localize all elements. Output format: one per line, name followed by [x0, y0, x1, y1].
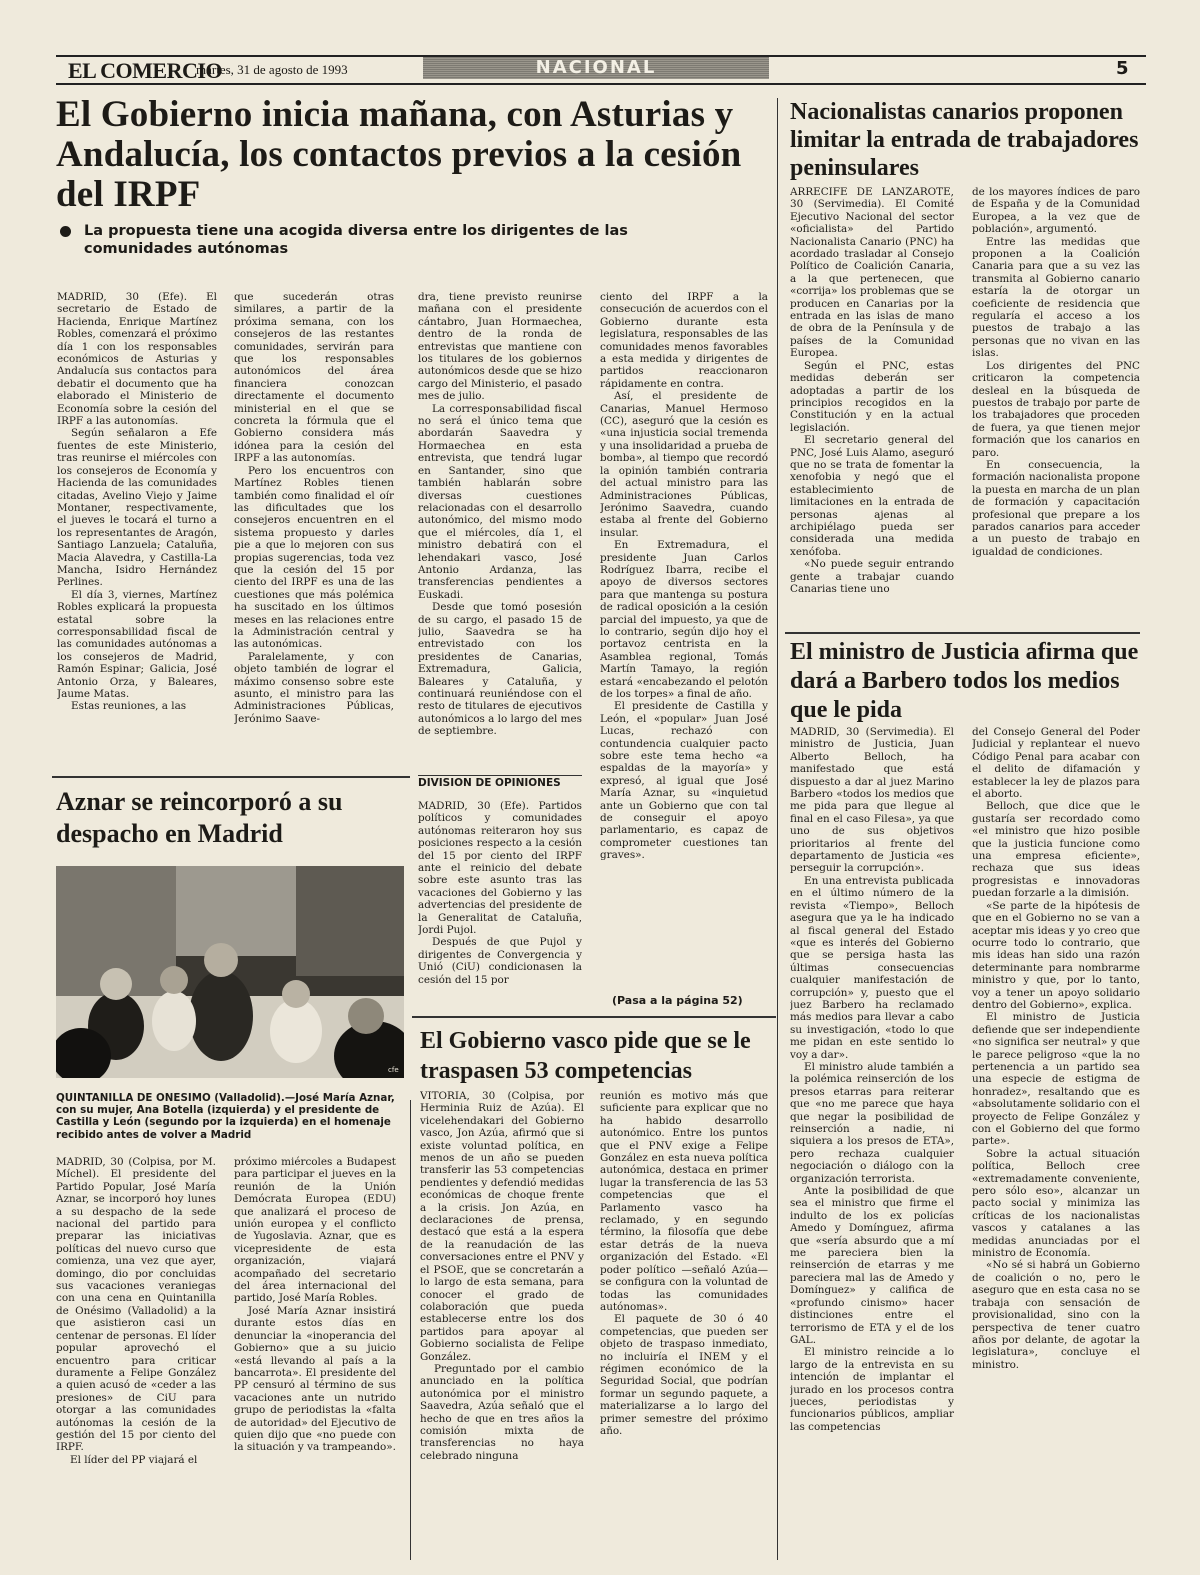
paragraph: del Consejo General del Poder Judicial y replantear el nuevo Código Penal para acabar con el delito de difamación y establecer la ley de plazos para el aborto. — [972, 726, 1140, 801]
paragraph: El líder del PP viajará el — [70, 1453, 198, 1466]
paragraph: próximo miércoles a Budapest para participar el jueves en la reunión de la Unión Demócrata Europea (EDU) que analizará el proceso de unión europea y el conflicto de Yugoslavia. Aznar, que es vicepresidente de esta organización, viajará acompañado del secretario del área internacional del partido, José María Robles. — [234, 1156, 396, 1305]
paragraph: Entre las medidas que proponen a la Coalición Canaria para que a su vez las transmita al Gobierno canario estaría la de otorgar un coeficiente de residencia que regularía el acceso a los puestos de trabajo a las personas que no vivan en las islas. — [972, 235, 1140, 360]
paragraph: Ante la posibilidad de que sea el ministro que firme el indulto de los ex policías Amedo y Domínguez, afirma que «sería absurdo que a mí me pareciera bien la reinserción de etarras y me pareciera mal las de Amedo y Domínguez» y califica de «profundo cinismo» hacer distinciones entre el terrorismo de ETA y el de los GAL. — [790, 1185, 954, 1346]
section-label: NACIONAL — [535, 57, 657, 78]
lead-column-1 — [57, 291, 217, 771]
paragraph: MADRID, 30 (Efe). Partidos políticos y comunidades autónomas reiteraron hoy sus posiciones respecto a la cesión del 15 por ciento del IRPF ante el reinicio del debate sobre este asunto tras las vacaciones del Gobierno y las advertencias del presidente de la Generalitat de Cataluña, Jordi Pujol. — [418, 800, 582, 937]
paragraph: En una entrevista publicada en el último número de la revista «Tiempo», Belloch asegura que ya le ha indicado al fiscal general del Estado «que es interés del Gobierno que se persiga hasta las últimas consecuencias cualquier manifestación de corrupción» y, puesto que el juez Barbero ha reclamado más medios para llevar a cabo su investigación, «todo lo que me pidan en este sentido lo voy a dar». — [790, 874, 954, 1061]
story-rule — [52, 776, 410, 778]
paragraph: MADRID, 30 (Colpisa, por M. Míchel). El presidente del Partido Popular, José María Aznar, se incorporó hoy lunes a su despacho de la sede nacional del partido para preparar las iniciativas políticas del nuevo curso que comienza, una vez que ayer, domingo, dio por concluidas sus vacaciones veraniegas con una cena en Quintanilla de Onésimo (Valladolid) a la que asistieron casi un centenar de personas. El líder popular aprovechó el encuentro para criticar duramente a Felipe González a quien acusó de «ceder a las presiones» de CiU para otorgar a las comunidades autónomas la cesión de la gestión del 15 por ciento del IRPF. — [56, 1156, 216, 1454]
canarios-column-2 — [972, 186, 1140, 626]
bullet-icon — [60, 226, 71, 237]
lead-headline: El Gobierno inicia mañana, con Asturias y Andalucía, los contactos previos a la cesión del IRPF — [56, 94, 742, 215]
justicia-headline: El ministro de Justicia afirma que dará a Barbero todos los medios que le pida — [790, 639, 1139, 723]
paragraph: Según el PNC, estas medidas deberán ser adoptadas a partir de los principios recogidos en la Constitución y en la actual legislación. — [790, 359, 954, 434]
column-divider — [777, 98, 778, 1560]
paragraph: dra, tiene previsto reunirse mañana con el presidente cántabro, Juan Hormaechea, dentro de la ronda de entrevistas que mantiene con los titulares de los gobiernos autonómicos desde que se hizo cargo del Ministerio, el pasado mes de julio. — [418, 291, 582, 403]
paragraph: El ministro de Justicia defiende que ser independiente «no significa ser neutral» y que le parece peligroso «que la no pertenencia a un partido sea una especie de estigma de honradez», resaltando que es «absolutamente solidario con el proyecto de Felipe González y con el Gobierno del que formo parte». — [972, 1011, 1140, 1148]
vasco-headline: El Gobierno vasco pide que se le traspasen 53 competencias — [420, 1028, 751, 1084]
paragraph: José María Aznar insistirá durante estos días en denunciar la «inoperancia del Gobierno» que a su juicio «está llevando al país a la bancarrota». El presidente del PP censuró al término de sus vacaciones ante un nutrido grupo de periodistas la «falta de autoridad» del Ejecutivo de quien dijo que «no puede con la situación y va trampeando». — [234, 1304, 396, 1454]
paragraph: El ministro reincide a lo largo de la entrevista en su intención de implantar el jurado en los procesos contra jueces, periodistas y funcionarios públicos, ampliar las competencias — [790, 1346, 954, 1433]
paragraph: En consecuencia, la formación nacionalista propone la puesta en marcha de un plan de formación y capacitación profesional que prepare a los parados canarios para acceder a un puesto de trabajo en igualdad de condiciones. — [972, 458, 1140, 558]
paragraph: MADRID, 30 (Efe). El secretario de Estado de Hacienda, Enrique Martínez Robles, comenzará el próximo día 1 con los responsables económicos de Asturias y Andalucía sus contactos para debatir el documento que ha elaborado el Ministerio de Economía sobre la cesión del IRPF a las autonomías. — [57, 291, 217, 428]
paragraph: ARRECIFE DE LANZAROTE, 30 (Servimedia). El Comité Ejecutivo Nacional del sector «oficialista» del Partido Nacionalista Canario (PNC) ha acordado trasladar al Consejo Político de Coalición Canaria, a la que pertenecen, que «corrija» los problemas que se producen en Canarias por la entrada en las islas de mano de obra de la Península y de países de la Comunidad Europea. — [790, 186, 954, 360]
paragraph: Sobre la actual situación política, Belloch cree «extremadamente conveniente, pero sólo eso», alcanzar un pacto social y minimiza las críticas de los nacionalistas vascos y catalanes a las medidas anunciadas por el ministro de Economía. — [972, 1147, 1140, 1260]
lead-column-2 — [234, 291, 394, 771]
canarios-column-1 — [790, 186, 954, 626]
paragraph: «No puede seguir entrando gente a trabajar cuando Canarias tiene uno — [790, 558, 954, 595]
paragraph: La corresponsabilidad fiscal no será el único tema que abordarán Saavedra y Hormaechea en esta entrevista, que tendrá lugar en Santander, sino que también hablarán sobre diversas cuestiones relacionadas con el desarrollo autonómico, del mismo modo que el miércoles, día 1, el ministro debatirá con el lehendakari vasco, José Antonio Ardanza, las transferencias pendientes a Euskadi. — [418, 402, 582, 601]
subhead-rule — [418, 775, 582, 776]
issue-date: martes, 31 de agosto de 1993 — [196, 62, 348, 77]
paragraph: El día 3, viernes, Martínez Robles explicará la propuesta estatal sobre la corresponsabilidad fiscal de las comunidades autónomas a los consejeros de Madrid, Ramón Espinar; Galicia, José Antonio Orza, y Baleares, Jaume Matas. — [57, 588, 217, 700]
paragraph: El ministro alude también a la polémica reinserción de los presos etarras para reiterar que «no me parece que haya que negar la posibilidad de reinserción a nadie, ni siquiera a los presos de ETA», pero rechaza cualquier negociación o diálogo con la organización terrorista. — [790, 1060, 954, 1185]
aznar-column-2 — [234, 1156, 396, 1558]
paragraph: que sucederán otras similares, a partir de la próxima semana, con los consejeros de las restantes comunidades, servirán para que los responsables autonómicos del área financiera conozcan directamente el documento ministerial en el que se concreta la fórmula que el Gobierno considera más idónea para la cesión del IRPF a las autonomías. — [234, 291, 394, 465]
paragraph: Así, el presidente de Canarias, Manuel Hermoso (CC), aseguró que la cesión es «una injusticia social tremenda y una insolidaridad a prueba de bomba», al tiempo que recordó la opinión también contraria del actual ministro para las Administraciones Públicas, Jerónimo Saavedra, cuando estaba al frente del Gobierno insular. — [600, 390, 768, 539]
paragraph: reunión es motivo más que suficiente para explicar que no ha habido desarrollo autonómico. Entre los puntos que el PNV exige a Felipe González en esta nueva política autonómica, destaca en primer lugar la transferencia de las 53 competencias que el Parlamento vasco ha reclamado, y en segundo término, la filosofía que debe estar detrás de la nueva organización del Estado. «El poder político —señaló Azúa— se configura con la voluntad de todas las comunidades autónomas». — [600, 1090, 768, 1313]
paragraph: MADRID, 30 (Servimedia). El ministro de Justicia, Juan Alberto Belloch, ha manifestado que está dispuesto a dar al juez Marino Barbero «todos los medios que me pida para que llegue al final en el caso Filesa», ya que uno de sus objetivos prioritarios al frente del departamento de Justicia «es perseguir la corrupción». — [790, 726, 954, 875]
paragraph: Paralelamente, y con objeto también de lograr el máximo consenso sobre este asunto, el ministro para las Administraciones Públicas, Jerónimo Saave- — [234, 650, 394, 725]
paragraph: El paquete de 30 ó 40 competencias, que pueden ser objeto de traspaso inmediato, no incluiría el INEM y el régimen económico de la Seguridad Social, que podrían formar un segundo paquete, a materializarse a lo largo del primer semestre del próximo año. — [600, 1313, 768, 1437]
paragraph: Desde que tomó posesión de su cargo, el pasado 15 de julio, Saavedra se ha entrevistado con los presidentes de Canarias, Extremadura, Galicia, Baleares y Cataluña, y continuará reuniéndose con el resto de titulares de ejecutivos autonómicos a lo largo del mes de septiembre. — [418, 601, 582, 738]
story-rule — [785, 632, 1140, 634]
paragraph: El presidente de Castilla y León, el «popular» Juan José Lucas, rechazó con contundencia cualquier pacto sobre este tema hecho «a espaldas de la mayoría» y expresó, al igual que José María Aznar, su «inquietud ante un Gobierno que con tal de conseguir el apoyo parlamentario, es capaz de comprometer cuestiones tan graves». — [600, 700, 768, 862]
lead-column-3 — [418, 291, 582, 771]
photo-credit: cfe — [388, 1066, 399, 1074]
paragraph: VITORIA, 30 (Colpisa, por Herminia Ruiz de Azúa). El vicelehendakari del Gobierno vasco, Jon Azúa, afirmó que si existe voluntad política, en menos de un año se pueden transferir las 53 competencias pendientes y defendió medidas económicas de choque frente a la crisis. Jon Azúa, en declaraciones de prensa, destacó que está a la espera de la reanudación de las conversaciones entre el PNV y el PSOE, que se concretarán a lo largo de esta semana, para conocer el grado de colaboración que pueda establecerse entre los dos partidos para apoyar al Gobierno socialista de Felipe González. — [420, 1090, 584, 1363]
lead-column-3b — [418, 800, 582, 1015]
paragraph: ciento del IRPF a la consecución de acuerdos con el Gobierno durante esta legislatura, responsables de las comunidades menos favorables a esta medida y dirigentes de partidos reaccionaron rápidamente en contra. — [600, 291, 768, 390]
vasco-column-1 — [420, 1090, 584, 1560]
page-number: 5 — [1116, 58, 1129, 79]
justicia-column-2 — [972, 726, 1140, 1558]
aznar-column-1 — [56, 1156, 216, 1558]
lead-subhead: La propuesta tiene una acogida diversa entre los dirigentes de las comunidades autónomas — [84, 223, 628, 257]
paragraph: Pero los encuentros con Martínez Robles tienen también como finalidad el oír las dificultades que los consejeros encuentren en el sistema propuesto y darles pie a que lo mejoren con sus propias sugerencias, toda vez que la cesión del 15 por ciento del IRPF es una de las cuestiones que más polémica ha suscitado en los últimos meses en las relaciones entre la Administración central y las autonómicas. — [234, 464, 394, 651]
paragraph: de los mayores índices de paro de España y de la Comunidad Europea, a la vez que de población», argumentó. — [972, 186, 1140, 236]
paragraph: Según señalaron a Efe fuentes de este Ministerio, tras reunirse el miércoles con los consejeros de Economía y Hacienda de las comunidades citadas, Avelino Viejo y Jaime Montaner, respectivamente, el jueves le tocará el turno a los representantes de Aragón, Santiago Lanzuela; Cataluña, Macia Alavedra, y Castilla-La Mancha, Isidro Hernández Perlines. — [57, 427, 217, 589]
paragraph: Belloch, que dice que le gustaría ser recordado como «el ministro que hizo posible que la justicia funcione como una empresa eficiente», rechaza que sus ideas progresistas e innovadoras puedan forzarle a la dimisión. — [972, 800, 1140, 900]
paragraph: Preguntado por el cambio anunciado en la política autonómica por el ministro Saavedra, Azúa señaló que el hecho de que en tres años la comisión mixta de transferencias no haya celebrado ninguna — [420, 1362, 584, 1462]
story-rule — [412, 1016, 776, 1018]
paragraph: Estas reuniones, a las — [71, 700, 187, 713]
lead-column-4 — [600, 291, 768, 1001]
paragraph: El secretario general del PNC, José Luis Alamo, aseguró que no se trata de fomentar la xenofobia y negó que el establecimiento de limitaciones en la entrada de personas ajenas al archipiélago pueda ser considerada una medida xenófoba. — [790, 434, 954, 558]
news-photo — [56, 866, 404, 1078]
continued-link[interactable]: (Pasa a la página 52) — [612, 994, 743, 1007]
paragraph: En Extremadura, el presidente Juan Carlos Rodríguez Ibarra, recibe el apoyo de diversos sectores para que mantenga su postura de radical oposición a la cesión parcial del impuesto, ya que de lo contrario, según dijo hoy el portavoz centrista en la Asamblea regional, Tomás Martín Tamayo, la región estará «encabezando el pelotón de los torpes» a final de año. — [600, 539, 768, 700]
canarios-headline: Nacionalistas canarios proponen limitar la entrada de trabajadores peninsulares — [790, 99, 1139, 181]
photo-caption: QUINTANILLA DE ONESIMO (Valladolid).—José María Aznar, con su mujer, Ana Botella (izquierda) y el presidente de Castilla y León (segundo por la izquierda) en el homenaje recibido antes de volver a Madrid — [56, 1092, 395, 1141]
paragraph: «Se parte de la hipótesis de que en el Gobierno no se van a aceptar mis ideas y yo creo que ocurre todo lo contrario, que mis ideas han sido una razón determinante para nombrarme ministro y que, por lo tanto, voy a tener un apoyo solidario dentro del Gobierno», explica. — [972, 899, 1140, 1011]
newspaper-brand: EL COMERCIO — [68, 58, 223, 83]
photo-image — [56, 866, 404, 1078]
vasco-column-2 — [600, 1090, 768, 1560]
paragraph: «No sé si habrá un Gobierno de coalición o no, pero le aseguro que en esta casa no se trabaja con sensación de provisionalidad, sino con la perspectiva de tener cuatro años por delante, de agotar la legislatura», concluye el ministro. — [972, 1259, 1140, 1371]
paragraph: Los dirigentes del PNC criticaron la competencia desleal en la búsqueda de puestos de trabajo por parte de los trabajadores que proceden de fuera, ya que tienen mejor formación que los canarios en paro. — [972, 359, 1140, 459]
column-divider — [410, 1100, 411, 1560]
justicia-column-1 — [790, 726, 954, 1558]
paragraph: Después de que Pujol y dirigentes de Convergencia y Unió (CiU) condicionasen la cesión del 15 por — [418, 936, 582, 986]
division-subhead: DIVISION DE OPINIONES — [418, 777, 561, 789]
aznar-headline: Aznar se reincorporó a su despacho en Madrid — [56, 787, 343, 848]
